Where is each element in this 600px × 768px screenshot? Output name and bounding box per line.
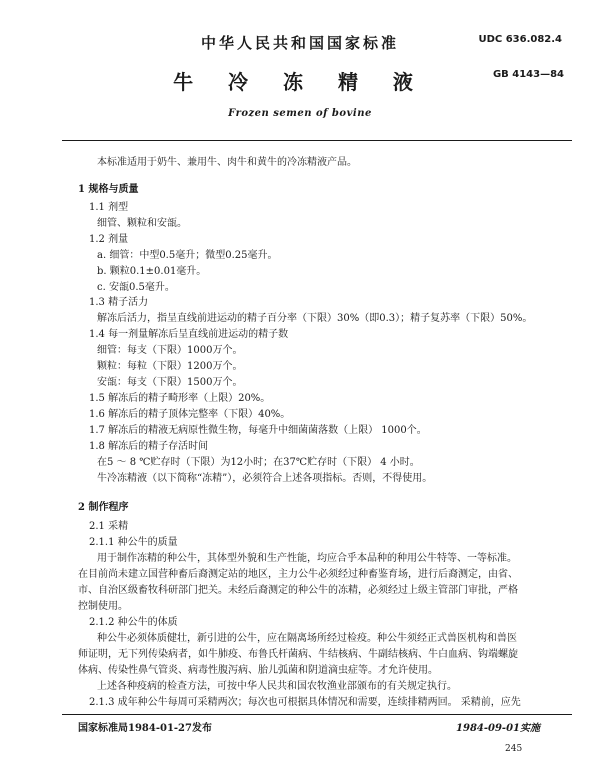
clause-1-5: 1.5 解冻后的精子畸形率（上限）20%。 — [89, 393, 271, 404]
footer-divider — [62, 714, 572, 715]
clause-2-1-2-line-4: 上述各种疫病的检查方法，可按中华人民共和国农牧渔业部颁布的有关规定执行。 — [97, 681, 457, 692]
header-divider — [62, 140, 572, 141]
clause-1-3-heading: 1.3 精子活力 — [89, 297, 149, 308]
clause-1-4-straw: 细管：每支（下限）1000万个。 — [97, 345, 243, 356]
scope-statement: 本标准适用于奶牛、兼用牛、肉牛和黄牛的冷冻精液产品。 — [97, 157, 357, 168]
clause-2-1-2-heading: 2.1.2 种公牛的体质 — [89, 617, 178, 628]
document-title: 牛 冷 冻 精 液 — [173, 70, 427, 94]
udc-code: UDC 636.082.4 — [478, 34, 562, 45]
clause-1-4-ampoule: 安瓿：每支（下限）1500万个。 — [97, 377, 243, 388]
publication-date: 国家标准局1984-01-27发布 — [78, 723, 212, 734]
section-2-heading: 2 制作程序 — [78, 502, 129, 513]
clause-2-1-1-line-3: 市、自治区级畜牧科研部门把关。未经后裔测定的种公牛的冻精，必须经过上级主管部门审批，严格 — [78, 585, 518, 596]
english-title: Frozen semen of bovine — [228, 108, 372, 119]
clause-2-1-1-line-2: 在目前尚未建立国营种畜后裔测定站的地区，主力公牛必须经过种畜鉴育场，进行后裔测定，由省、 — [78, 569, 518, 580]
clause-1-1-text: 细管、颗粒和安瓿。 — [97, 218, 187, 229]
clause-1-1-heading: 1.1 剂型 — [89, 202, 129, 213]
clause-2-1-1-line-4: 控制使用。 — [78, 601, 128, 612]
clause-2-1-2-line-2: 师证明，无下列传染病者，如牛肺疫、布鲁氏杆菌病、牛结核病、牛副结核病、牛白血病、钩端螺旋 — [78, 649, 518, 660]
clause-2-1-2-line-1: 种公牛必须体质健壮，新引进的公牛，应在隔离场所经过检疫。种公牛须经正式兽医机构和兽医 — [97, 633, 517, 644]
clause-1-4-heading: 1.4 每一剂量解冻后呈直线前进运动的精子数 — [89, 329, 289, 340]
clause-2-1-3-text: 2.1.3 成年种公牛每周可采精两次；每次也可根据具体情况和需要，连续排精两回。 采精前，应先 — [89, 697, 521, 708]
issuing-authority: 中华人民共和国国家标准 — [200, 34, 399, 52]
clause-1-2-heading: 1.2 剂量 — [89, 234, 129, 245]
clause-1-2-b: b. 颗粒0.1±0.01毫升。 — [97, 266, 207, 277]
clause-1-8-heading: 1.8 解冻后的精子存活时间 — [89, 441, 209, 452]
clause-2-1-1-heading: 2.1.1 种公牛的质量 — [89, 537, 178, 548]
clause-2-1-heading: 2.1 采精 — [89, 521, 129, 532]
page-number: 245 — [505, 744, 523, 754]
clause-1-7: 1.7 解冻后的精液无病原性微生物，每毫升中细菌菌落数（上限） 1000个。 — [89, 425, 427, 436]
clause-2-1-2-line-3: 体病、传染性鼻气管炎、病毒性腹泻病、胎儿弧菌和阴道滴虫症等。才允许使用。 — [78, 665, 438, 676]
clause-2-1-1-line-1: 用于制作冻精的种公牛，其体型外貌和生产性能，均应合乎本品种的种用公牛特等、一等标准。 — [97, 553, 517, 564]
section-1-heading: 1 规格与质量 — [78, 184, 139, 195]
section-1-conclusion: 牛冷冻精液（以下简称“冻精”），必须符合上述各项指标。否则，不得使用。 — [97, 473, 433, 484]
clause-1-2-a: a. 细管：中型0.5毫升；微型0.25毫升。 — [97, 250, 278, 261]
clause-1-6: 1.6 解冻后的精子顶体完整率（下限）40%。 — [89, 409, 291, 420]
clause-1-3-text: 解冻后活力，指呈直线前进运动的精子百分率（下限）30%（即0.3）；精子复苏率（下限）50%。 — [97, 313, 533, 324]
implementation-date: 1984-09-01实施 — [456, 723, 540, 734]
clause-1-4-pellet: 颗粒：每粒（下限）1200万个。 — [97, 361, 243, 372]
clause-1-8-text: 在5 ～ 8 ℃贮存时（下限）为12小时；在37℃贮存时（下限） 4 小时。 — [97, 457, 420, 468]
standard-number: GB 4143—84 — [492, 69, 564, 80]
clause-1-2-c: c. 安瓿0.5毫升。 — [97, 282, 175, 293]
